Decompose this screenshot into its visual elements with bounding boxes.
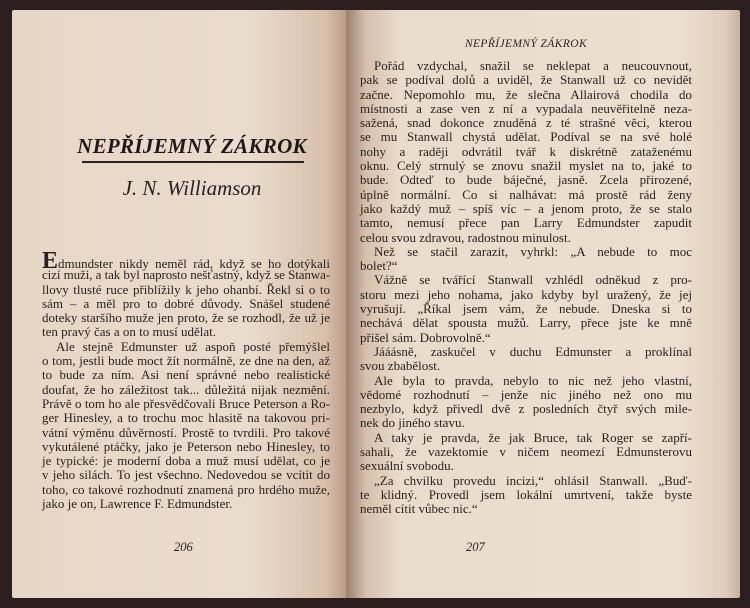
line-text: to bude za ním. Asi není správné nebo realistické [42,367,330,383]
line-text: nohy a raději odvrátil tvář k diskrétně zataženému [360,143,692,159]
text-line [42,383,330,397]
text-line [360,288,692,302]
line-text: vátní výměnu důvěrností. Prostě to tvrdili. Pro takové [42,424,330,440]
line-text: A taky je pravda, že jak Bruce, tak Roger se zapří- [374,429,692,445]
text-line [360,245,692,259]
line-text: sexuální svobodu. [360,458,454,474]
text-line [42,368,330,382]
text-line [42,268,330,282]
line-text: vyrušují. „Říkal jsem vám, že nebude. Dneska si to [360,301,692,317]
text-line [360,359,692,373]
text-line [42,248,330,274]
line-text: Vážně se tvářící Stanwall vzhlédl odněkud z pro- [374,272,692,288]
line-text: se mu Stanwall chystá udělat. Podíval se na své holé [360,129,692,145]
text-line [360,374,692,388]
text-line [42,411,330,425]
left-page [12,10,348,598]
text-line [42,497,330,511]
line-text: Pořád vzdychal, snažil se neklepat a neucouvnout, [374,58,692,73]
line-text: místnosti a zase ven z ní a vypadala neuvěřitelně neza- [360,100,692,116]
text-line [42,397,330,411]
line-text: toho, co takové rozhodnutí znamená pro hrdého muže, [42,481,330,497]
line-text: vědomé rozhodnutí – jenže nic jiného než ono mu [360,386,692,402]
text-line [360,102,692,116]
running-head: NEPŘÍJEMNÝ ZÁKROK [464,38,588,50]
line-text: doufat, že ho záležitost tak... důležitá nijak nezmění. [42,381,330,397]
line-text: svou zbabělost. [360,358,441,374]
line-text: bolet?“ [360,258,398,274]
line-text: dmundster nikdy neměl rád, když se ho dotýkali [58,256,330,271]
left-body-text [42,248,330,512]
text-line [360,302,692,316]
line-text: pak se podíval dolů a uviděl, že Stanwall už co nevidět [360,72,692,88]
line-text: sažená, snad dokonce znuděná z té strašné věci, kterou [360,115,692,131]
text-line [360,488,692,502]
page-number-left: 206 [174,540,193,554]
text-line [42,483,330,497]
line-text: vykutálené ptáčky, jako je Peterson nebo Hinesley, to [42,438,330,454]
line-text: přišel sám. Dobrovolně.“ [360,329,491,345]
line-text: úplně normální. Co si nalhávat: má prostě rád ženy [360,186,692,202]
story-title: NEPŘÍJEMNÝ ZÁKROK [77,134,307,158]
line-text: nechává dělat spousta mužů. Larry, přece jste ke mně [360,315,692,331]
text-line [360,173,692,187]
line-text: sám – a měl pro to dobré důvody. Snášel studené [42,295,330,311]
text-line [360,388,692,402]
drop-cap: E [42,248,59,274]
line-text: je typické: je moderní doba a muž musí udělat, co je [42,453,330,469]
line-text: „Za chvilku provedu incizi,“ ohlásil Stanwall. „Buď- [374,472,692,488]
text-line [360,188,692,202]
title-rule [82,161,304,163]
line-text: oknu. Celý strnulý se znovu snažil myslet na to, jaké to [360,158,692,174]
line-text: začne. Nepomohlo mu, že slečna Allairová chodila do [360,86,692,102]
line-text: jako je on, Lawrence F. Edmundster. [42,496,233,512]
line-text: Jááásně, zaskučel v duchu Edmunster a proklínal [374,343,692,359]
line-text: nek do jiného stavu. [360,415,465,431]
text-line [360,59,692,73]
text-line [42,311,330,325]
line-text: v jeho silách. To jest všechno. Nedovedou se vcítit do [42,467,330,483]
text-line [42,297,330,311]
text-line [360,231,692,245]
text-line [42,454,330,468]
line-text: tamto, nemusí přece pan Larry Edmundster zapudit [360,215,692,231]
text-line [360,88,692,102]
text-line [360,331,692,345]
text-line [42,340,330,354]
line-text: sahali, že vazektomie v ničem neomezí Edmunsterovu [360,444,692,460]
line-text: llovy tlusté ruce přiblížily k jeho ohanbí. Řekl si o to [42,281,330,297]
line-text: jako každý muž – spíš víc – a jenom proto, že se stalo [360,200,692,216]
text-line [360,73,692,87]
text-line [42,325,330,339]
text-line [360,416,692,430]
line-text: storu mezi jeho nohama, jako kdyby byl uražený, že jej [360,286,692,302]
line-text: doteky staršího muže jen proto, že se rozhodl, že už je [42,310,330,326]
text-line [360,431,692,445]
line-text: Ale byla to pravda, nebylo to nic než jeho vlastní, [374,372,692,388]
text-line [42,440,330,454]
text-line [360,474,692,488]
text-line [360,259,692,273]
line-text: ten pravý čas a on to musí udělat. [42,324,217,340]
line-text: te klidný. Provedl jsem lokální umrtvení, takže byste [360,486,692,502]
text-line [360,402,692,416]
story-author: J. N. Williamson [122,176,262,200]
text-line [42,354,330,368]
text-line [360,445,692,459]
text-line [360,116,692,130]
text-line [360,216,692,230]
text-line [360,202,692,216]
text-line [360,502,692,516]
line-text: cizí muži, a tak byl naprosto nešťastný, když se Stanwa- [42,267,330,283]
page-number-right: 207 [466,540,485,554]
line-text: neměl cítit vůbec nic.“ [360,501,478,517]
text-line [42,426,330,440]
line-text: bude. Odteď to bude báječné, jasně. Zcela přirozené, [360,172,692,188]
text-line [360,459,692,473]
line-text: Právě o tom ho ale přesvědčovali Bruce Peterson a Ro- [42,395,330,411]
text-line [360,316,692,330]
line-text: ger Hinesley, a to trochu moc hlasitě na takovou pri- [42,410,330,426]
right-body-text [360,59,692,517]
text-line [360,345,692,359]
text-line [360,159,692,173]
line-text: o tom, jestli bude moct žít normálně, ze dne na den, až [42,353,330,369]
text-line [360,145,692,159]
text-line [360,273,692,287]
text-line [360,130,692,144]
text-line [42,283,330,297]
line-text: Ale stejně Edmunster už aspoň posté přemýšlel [56,338,330,354]
right-page [346,10,740,598]
text-line [42,468,330,482]
line-text: nezbylo, když přivedl dvě z posledních čtyř svých mile- [360,401,692,417]
line-text: Než se stačil zarazit, vyhrkl: „A nebude to moc [374,243,692,259]
line-text: celou svou zdravou, radostnou minulost. [360,229,571,245]
